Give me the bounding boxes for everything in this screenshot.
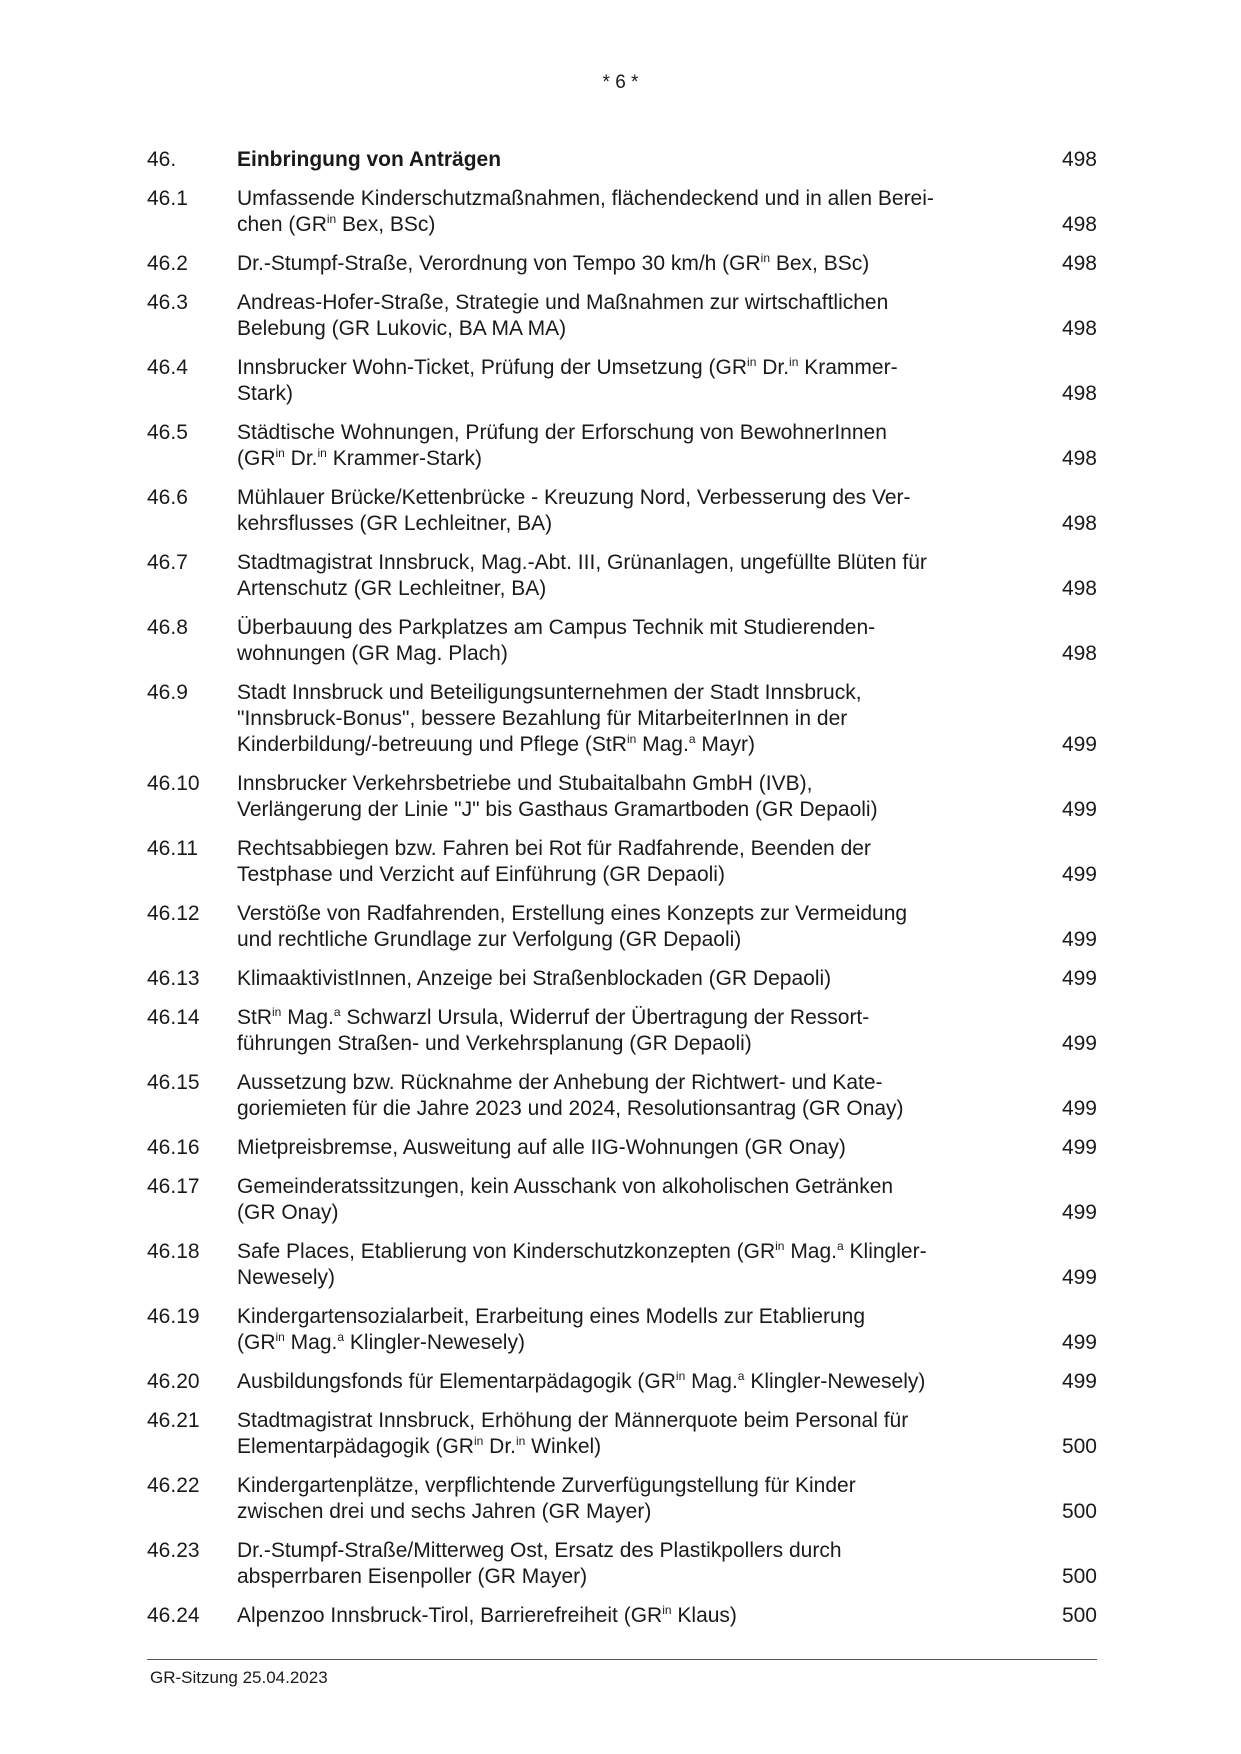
toc-entry-number: 46.9 (147, 681, 188, 704)
toc-entry-text: Klingler-Newesely) (344, 1331, 525, 1354)
toc-entry-number: 46.16 (147, 1136, 200, 1159)
toc-entry-text: Verlängerung der Linie "J" bis Gasthaus Gramartboden (GR Depaoli) (237, 798, 878, 821)
table-of-contents (147, 147, 1097, 1642)
toc-entry-text: (GR Onay) (237, 1201, 339, 1224)
toc-entry-text: Verstöße von Radfahrenden, Erstellung eines Konzepts zur Vermeidung (237, 902, 908, 925)
toc-entry (147, 550, 1097, 602)
toc-entry-number: 46.21 (147, 1409, 200, 1432)
superscript: in (473, 1434, 484, 1448)
toc-heading-page: 498 (1061, 148, 1097, 171)
toc-entry-text: Dr.-Stumpf-Straße/Mitterweg Ost, Ersatz des Plastikpollers durch (237, 1539, 842, 1562)
toc-entry-text: Dr. (483, 1435, 516, 1458)
superscript: in (747, 355, 757, 369)
toc-entry-title (237, 836, 997, 888)
toc-entry-number: 46.15 (147, 1071, 200, 1094)
toc-entry (147, 1304, 1097, 1356)
toc-entry-number: 46.24 (147, 1604, 200, 1627)
footer-divider (147, 1659, 1097, 1660)
toc-heading-number: 46. (147, 148, 177, 171)
toc-entry-text: Klingler- (843, 1240, 927, 1263)
superscript: a (337, 1330, 345, 1344)
toc-entry-page: 500 (1061, 1604, 1097, 1627)
toc-entry-text: Belebung (GR Lukovic, BA MA MA) (237, 317, 567, 340)
toc-entry-text: (GR (237, 447, 276, 470)
toc-entry-text: Stadtmagistrat Innsbruck, Erhöhung der Männerquote beim Personal für (237, 1409, 909, 1432)
toc-entry-page: 499 (1061, 1266, 1097, 1289)
toc-entry-title (237, 420, 997, 472)
toc-entry-number: 46.20 (147, 1370, 200, 1393)
toc-entry-number: 46.7 (147, 551, 188, 574)
toc-entry (147, 1005, 1097, 1057)
toc-entry-text: Dr. (284, 447, 318, 470)
superscript: a (333, 1005, 341, 1019)
superscript: in (760, 251, 771, 265)
toc-entry-text: "Innsbruck-Bonus", bessere Bezahlung für MitarbeiterInnen in der (237, 707, 848, 730)
toc-entry-number: 46.3 (147, 291, 188, 314)
superscript: a (737, 1369, 745, 1383)
superscript: in (275, 446, 285, 460)
toc-entry (147, 966, 1097, 992)
toc-entry-page: 499 (1061, 798, 1097, 821)
superscript: in (626, 732, 637, 746)
toc-entry-text: Städtische Wohnungen, Prüfung der Erforschung von BewohnerInnen (237, 421, 887, 444)
toc-entry-text: Andreas-Hofer-Straße, Strategie und Maßnahmen zur wirtschaftlichen (237, 291, 889, 314)
superscript: in (272, 1005, 282, 1019)
toc-entry-number: 46.10 (147, 772, 200, 795)
toc-entry-page: 498 (1061, 213, 1097, 236)
superscript: in (662, 1603, 672, 1617)
toc-entry-title (237, 966, 997, 992)
toc-entry-page: 498 (1061, 317, 1097, 340)
page-number: * 6 * (602, 72, 639, 93)
toc-entry-text: Elementarpädagogik (GR (237, 1435, 474, 1458)
toc-entry (147, 1603, 1097, 1629)
toc-entry-text: Gemeinderatssitzungen, kein Ausschank von alkoholischen Getränken (237, 1175, 894, 1198)
superscript: in (775, 1239, 785, 1253)
toc-entry (147, 680, 1097, 758)
toc-entry-page: 499 (1061, 1201, 1097, 1224)
toc-entry-title (237, 1538, 997, 1590)
toc-entry-page: 499 (1061, 1097, 1097, 1120)
toc-entry-title (237, 290, 997, 342)
toc-entry (147, 1174, 1097, 1226)
toc-entry-text: Überbauung des Parkplatzes am Campus Technik mit Studierenden- (237, 616, 876, 639)
toc-entry-text: absperrbaren Eisenpoller (GR Mayer) (237, 1565, 588, 1588)
toc-entry-text: Mag. (685, 1370, 738, 1393)
toc-entry-text: Stadtmagistrat Innsbruck, Mag.-Abt. III, Grünanlagen, ungefüllte Blüten für (237, 551, 927, 574)
toc-entry (147, 1135, 1097, 1161)
toc-entry-page: 498 (1061, 447, 1097, 470)
toc-entry-page: 499 (1061, 733, 1097, 756)
toc-heading-row (147, 147, 1097, 173)
toc-entry-title (237, 680, 997, 758)
toc-entry-page: 500 (1061, 1565, 1097, 1588)
toc-entry-text: Innsbrucker Wohn-Ticket, Prüfung der Umsetzung (GR (237, 356, 748, 379)
toc-entry-text: Bex, BSc) (336, 213, 436, 236)
toc-entry (147, 355, 1097, 407)
superscript: in (675, 1369, 686, 1383)
superscript: in (515, 1434, 526, 1448)
toc-entry-number: 46.8 (147, 616, 188, 639)
toc-entry-text: kehrsflusses (GR Lechleitner, BA) (237, 512, 553, 535)
toc-entry-page: 499 (1061, 928, 1097, 951)
toc-entry-text: Mietpreisbremse, Ausweitung auf alle IIG-Wohnungen (GR Onay) (237, 1136, 846, 1159)
toc-entry-text: führungen Straßen- und Verkehrsplanung (GR Depaoli) (237, 1032, 752, 1055)
toc-entry (147, 290, 1097, 342)
toc-entry-text: Klingler-Newesely) (744, 1370, 926, 1393)
toc-entry-page: 498 (1061, 577, 1097, 600)
toc-entry-text: Alpenzoo Innsbruck-Tirol, Barrierefreiheit (GR (237, 1604, 663, 1627)
toc-entry-number: 46.17 (147, 1175, 200, 1198)
toc-entry-title (237, 771, 997, 823)
toc-entry (147, 1070, 1097, 1122)
toc-entry-text: Rechtsabbiegen bzw. Fahren bei Rot für Radfahrende, Beenden der (237, 837, 871, 860)
toc-entry-text: Krammer-Stark) (326, 447, 483, 470)
toc-entry (147, 615, 1097, 667)
toc-entry-number: 46.19 (147, 1305, 200, 1328)
toc-entry-text: StR (237, 1006, 273, 1029)
toc-entry-title (237, 1005, 997, 1057)
toc-entry-page: 499 (1061, 863, 1097, 886)
toc-entry-text: Schwarzl Ursula, Widerruf der Übertragung der Ressort- (340, 1006, 870, 1029)
toc-entry-number: 46.4 (147, 356, 188, 379)
toc-entry-text: Stark) (237, 382, 294, 405)
toc-entry-text: zwischen drei und sechs Jahren (GR Mayer) (237, 1500, 652, 1523)
toc-entry-text: Umfassende Kinderschutzmaßnahmen, flächendeckend und in allen Berei- (237, 187, 934, 210)
toc-entry-text: Kindergartenplätze, verpflichtende Zurverfügungstellung für Kinder (237, 1474, 856, 1497)
toc-entry-title (237, 1408, 997, 1460)
toc-entry-number: 46.11 (147, 837, 198, 860)
toc-entry-number: 46.22 (147, 1474, 200, 1497)
toc-entry-text: Klaus) (671, 1604, 737, 1627)
toc-entry-page: 499 (1061, 1032, 1097, 1055)
toc-entry-text: Dr.-Stumpf-Straße, Verordnung von Tempo 30 km/h (GR (237, 252, 761, 275)
toc-entry-title (237, 1603, 997, 1629)
superscript: in (326, 212, 337, 226)
toc-entry-text: Artenschutz (GR Lechleitner, BA) (237, 577, 547, 600)
toc-entry-number: 46.23 (147, 1539, 200, 1562)
toc-entry-text: Mühlauer Brücke/Kettenbrücke - Kreuzung Nord, Verbesserung des Ver- (237, 486, 911, 509)
toc-entry-title (237, 615, 997, 667)
toc-entry (147, 186, 1097, 238)
toc-entry-text: Ausbildungsfonds für Elementarpädagogik (GR (237, 1370, 676, 1393)
toc-entry-text: (GR (237, 1331, 276, 1354)
toc-entry-text: Mag. (281, 1006, 334, 1029)
toc-entry (147, 1473, 1097, 1525)
superscript: in (317, 446, 327, 460)
toc-entry-title (237, 485, 997, 537)
toc-entry-text: Bex, BSc) (770, 252, 870, 275)
toc-entry-text: Krammer- (798, 356, 898, 379)
toc-entry-title (237, 1135, 997, 1161)
toc-entry-number: 46.18 (147, 1240, 200, 1263)
toc-entry-page: 499 (1061, 1370, 1097, 1393)
toc-entry-text: wohnungen (GR Mag. Plach) (237, 642, 508, 665)
toc-entry-text: Testphase und Verzicht auf Einführung (GR Depaoli) (237, 863, 725, 886)
toc-entry (147, 1239, 1097, 1291)
toc-entry-text: Mayr) (695, 733, 755, 756)
toc-entry-text: Kindergartensozialarbeit, Erarbeitung eines Modells zur Etablierung (237, 1305, 866, 1328)
toc-entry (147, 251, 1097, 277)
toc-entry-text: Safe Places, Etablierung von Kinderschutzkonzepten (GR (237, 1240, 776, 1263)
toc-entry-page: 500 (1061, 1435, 1097, 1458)
toc-entry-text: Kinderbildung/-betreuung und Pflege (StR (237, 733, 627, 756)
toc-entry-title (237, 251, 997, 277)
toc-entry-number: 46.12 (147, 902, 200, 925)
toc-entry (147, 836, 1097, 888)
toc-entry (147, 901, 1097, 953)
toc-entry-title (237, 355, 997, 407)
toc-entry-number: 46.6 (147, 486, 188, 509)
toc-entry-title (237, 1070, 997, 1122)
toc-entry-text: Mag. (284, 1331, 338, 1354)
toc-entry-text: Winkel) (525, 1435, 602, 1458)
toc-entry-title (237, 1369, 997, 1395)
toc-entry (147, 1369, 1097, 1395)
toc-entry-title (237, 1174, 997, 1226)
toc-entry-title (237, 1473, 997, 1525)
toc-entry-number: 46.2 (147, 252, 188, 275)
toc-entry-page: 498 (1061, 382, 1097, 405)
toc-entry-text: KlimaaktivistInnen, Anzeige bei Straßenblockaden (GR Depaoli) (237, 967, 832, 990)
toc-entry-page: 498 (1061, 512, 1097, 535)
toc-entry-page: 500 (1061, 1500, 1097, 1523)
toc-entry-title (237, 1239, 997, 1291)
toc-entry-page: 499 (1061, 967, 1097, 990)
superscript: in (789, 355, 799, 369)
toc-entry (147, 485, 1097, 537)
toc-entry-title (237, 1304, 997, 1356)
toc-entry-text: Innsbrucker Verkehrsbetriebe und Stubaitalbahn GmbH (IVB), (237, 772, 813, 795)
toc-entry-text: chen (GR (237, 213, 327, 236)
toc-entry-title (237, 550, 997, 602)
superscript: a (688, 732, 696, 746)
toc-entry-text: Newesely) (237, 1266, 336, 1289)
toc-entry-text: goriemieten für die Jahre 2023 und 2024, Resolutionsantrag (GR Onay) (237, 1097, 904, 1120)
toc-entry (147, 420, 1097, 472)
toc-entry-number: 46.5 (147, 421, 188, 444)
toc-entry-page: 498 (1061, 252, 1097, 275)
toc-entry (147, 1408, 1097, 1460)
toc-entry-page: 499 (1061, 1136, 1097, 1159)
toc-entry-number: 46.13 (147, 967, 200, 990)
toc-entry-text: Mag. (636, 733, 689, 756)
toc-entry-text: Dr. (756, 356, 790, 379)
superscript: a (837, 1239, 844, 1253)
toc-entry-text: Stadt Innsbruck und Beteiligungsunternehmen der Stadt Innsbruck, (237, 681, 862, 704)
toc-entry (147, 1538, 1097, 1590)
footer-session-date: GR-Sitzung 25.04.2023 (150, 1668, 328, 1687)
toc-entry-text: und rechtliche Grundlage zur Verfolgung (GR Depaoli) (237, 928, 742, 951)
toc-entry-text: Mag. (784, 1240, 838, 1263)
superscript: in (275, 1330, 285, 1344)
toc-entry-title (237, 901, 997, 953)
toc-heading-title: Einbringung von Anträgen (237, 148, 502, 171)
toc-entry-page: 498 (1061, 642, 1097, 665)
toc-entry-text: Aussetzung bzw. Rücknahme der Anhebung der Richtwert- und Kate- (237, 1071, 883, 1094)
toc-entry-list (147, 186, 1097, 1629)
toc-entry-page: 499 (1061, 1331, 1097, 1354)
toc-entry (147, 771, 1097, 823)
toc-entry-number: 46.14 (147, 1006, 200, 1029)
toc-entry-title (237, 186, 997, 238)
toc-entry-number: 46.1 (147, 187, 188, 210)
